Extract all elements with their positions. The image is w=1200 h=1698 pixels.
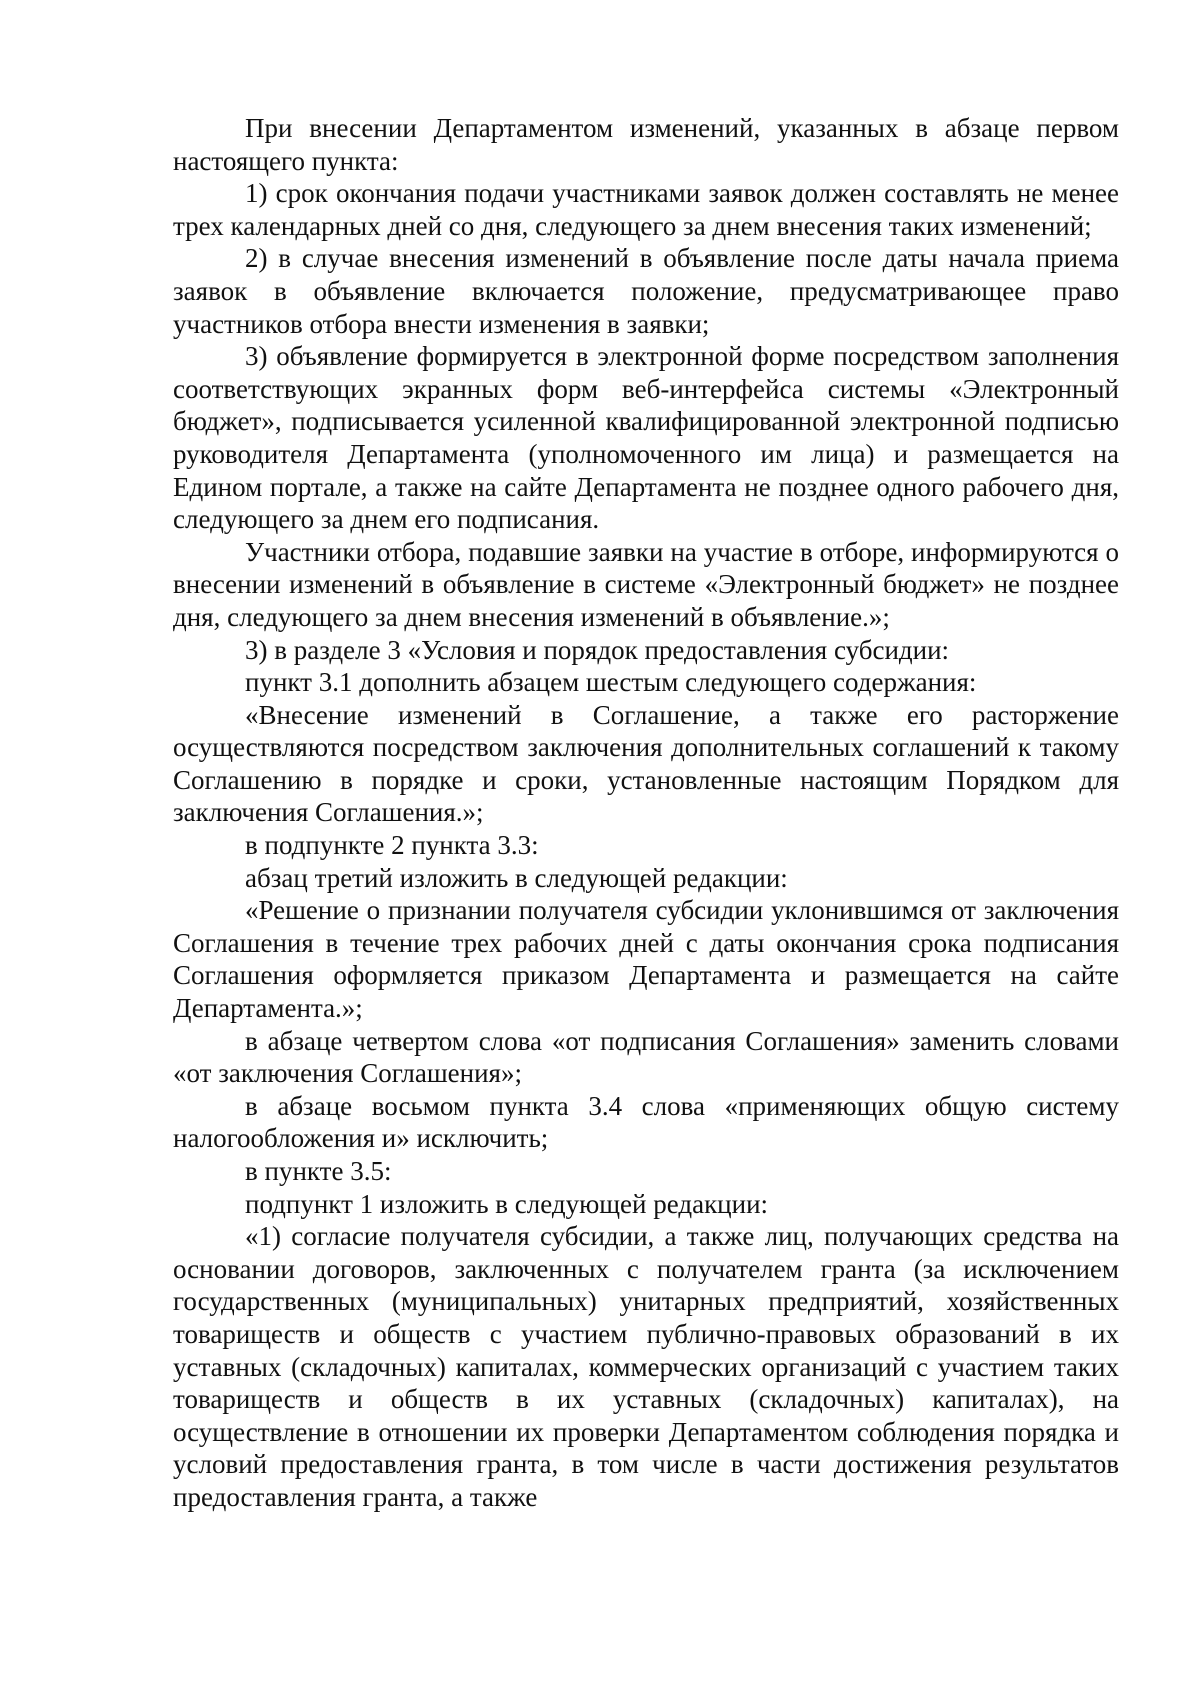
paragraph-10: абзац третий изложить в следующей редакции:: [245, 862, 788, 893]
paragraph-14: в пункте 3.5:: [245, 1156, 392, 1186]
paragraph-5: Участники отбора, подавшие заявки на участие в отборе, информируются о внесении изменений в объявление в системе «Электронный бюджет» не позднее дня, следующего за днем внесения изменений в объявление.»;: [173, 536, 1119, 632]
paragraph-1: При внесении Департаментом изменений, указанных в абзаце первом настоящего пункта:: [173, 113, 1119, 176]
paragraph-12: в абзаце четвертом слова «от подписания Соглашения» заменить словами «от заключения Соглашения»;: [173, 1025, 1119, 1089]
paragraph-3: 2) в случае внесения изменений в объявление после даты начала приема заявок в объявление включается положение, предусматривающее право участников отбора внести изменения в заявки;: [173, 243, 1119, 339]
paragraph-11: «Решение о признании получателя субсидии уклонившимся от заключения Соглашения в течение трех рабочих дней с даты окончания срока подписания Соглашения оформляется приказом Департамента и размещается на сайте Департамента.»;: [173, 895, 1119, 1024]
paragraph-4: 3) объявление формируется в электронной форме посредством заполнения соответствующих экранных форм веб-интерфейса системы «Электронный бюджет», подписывается усиленной квалифицированной электронной подписью руководителя Департамента (уполномоченного им лица) и размещается на Едином портале, а также на сайте Департамента не позднее одного рабочего дня, следующего за днем его подписания.: [173, 341, 1119, 535]
paragraph-16: «1) согласие получателя субсидии, а также лиц, получающих средства на основании договоров, заключенных с получателем гранта (за исключением государственных (муниципальных) унитарных предприятий, хозяйственных товариществ и обществ с участием публично-правовых образований в их уставных (складочных) капиталах, коммерческих организаций с участием таких товариществ и обществ в их уставных (складочных) капиталах), на осуществление в отношении их проверки Департаментом соблюдения порядка и условий предоставления гранта, в том числе в части достижения результатов предоставления гранта, а также: [173, 1221, 1119, 1512]
paragraph-13: в абзаце восьмом пункта 3.4 слова «применяющих общую систему налогообложения и» исключить;: [173, 1090, 1119, 1154]
paragraph-15: подпункт 1 изложить в следующей редакции:: [245, 1188, 769, 1219]
paragraph-2: 1) срок окончания подачи участниками заявок должен составлять не менее трех календарных дней со дня, следующего за днем внесения таких изменений;: [173, 178, 1119, 241]
document-body: [173, 112, 1119, 1514]
paragraph-6: 3) в разделе 3 «Условия и порядок предоставления субсидии:: [245, 634, 950, 665]
paragraph-7: пункт 3.1 дополнить абзацем шестым следующего содержания:: [245, 667, 977, 698]
paragraph-9: в подпункте 2 пункта 3.3:: [245, 830, 539, 861]
paragraph-8: «Внесение изменений в Соглашение, а также его расторжение осуществляются посредством заключения дополнительных соглашений к такому Соглашению в порядке и сроки, установленные настоящим Порядком для заключения Соглашения.»;: [173, 699, 1119, 828]
